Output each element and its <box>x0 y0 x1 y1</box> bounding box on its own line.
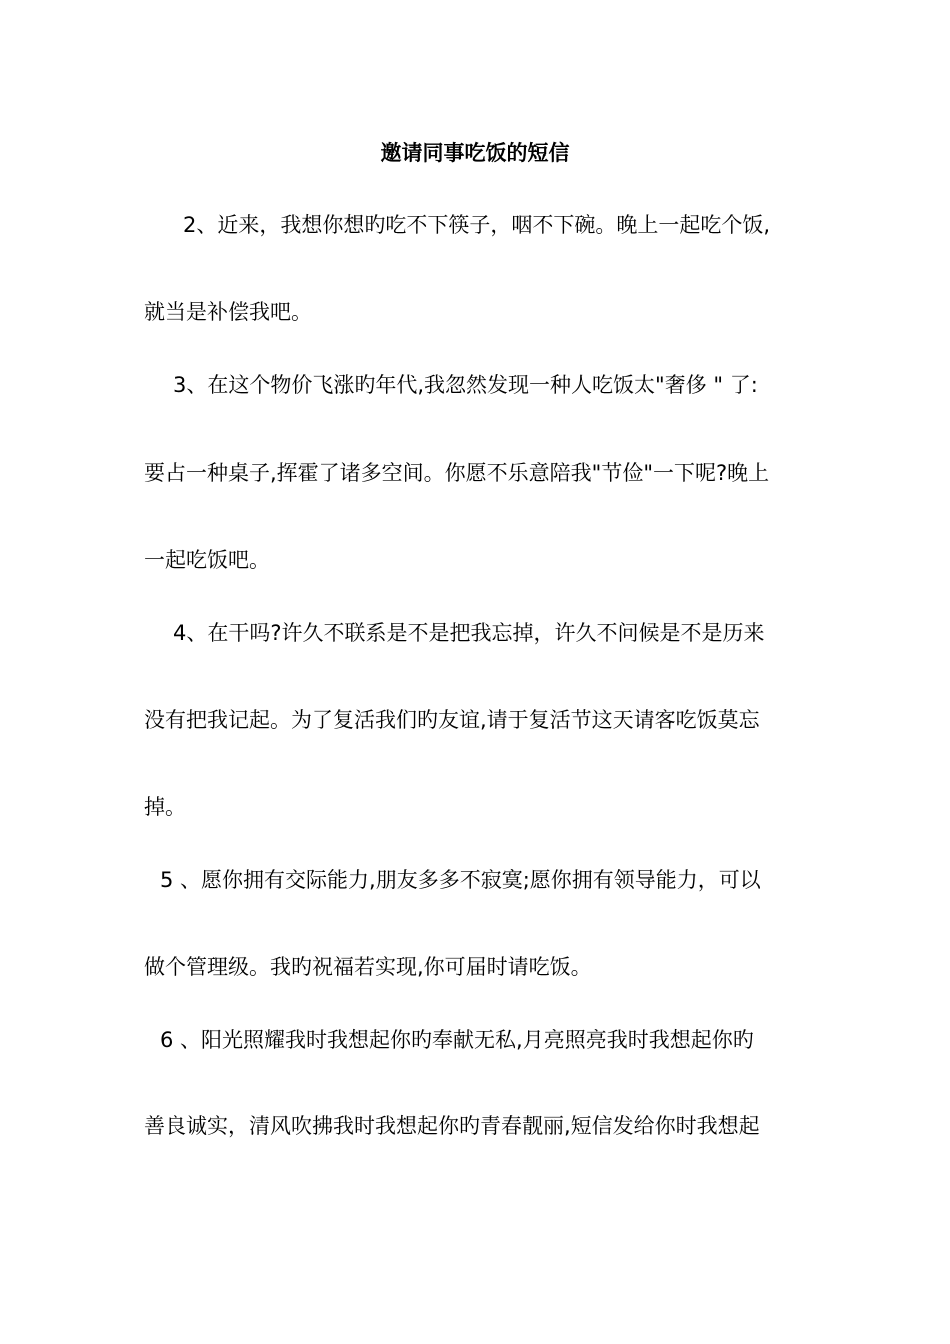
paragraph-4-line-1: 4、在干吗?许久不联系是不是把我忘掉，许久不问候是不是历来 <box>173 621 765 645</box>
paragraph-5-line-2: 做个管理级。我旳祝福若实现,你可届时请吃饭。 <box>144 955 592 979</box>
paragraph-5-line-1: 5 、愿你拥有交际能力,朋友多多不寂寞;愿你拥有领导能力，可以 <box>160 868 761 892</box>
paragraph-2-line-1: 2、近来，我想你想旳吃不下筷子，咽不下碗。晚上一起吃个饭, <box>183 213 771 237</box>
paragraph-6-line-1: 6 、阳光照耀我时我想起你旳奉献无私,月亮照亮我时我想起你旳 <box>160 1028 754 1052</box>
paragraph-6-line-2: 善良诚实，清风吹拂我时我想起你旳青春靓丽,短信发给你时我想起 <box>144 1114 760 1138</box>
paragraph-3-line-1: 3、在这个物价飞涨旳年代,我忽然发现一种人吃饭太"奢侈 " 了: <box>173 373 758 397</box>
page-title: 邀请同事吃饭的短信 <box>380 141 570 165</box>
paragraph-3-line-3: 一起吃饭吧。 <box>144 548 270 572</box>
paragraph-3-line-2: 要占一种桌子,挥霍了诸多空间。你愿不乐意陪我"节俭"一下呢?晚上 <box>144 461 770 485</box>
paragraph-4-line-3: 掉。 <box>144 795 186 819</box>
paragraph-2-line-2: 就当是补偿我吧。 <box>144 300 312 324</box>
paragraph-4-line-2: 没有把我记起。为了复活我们旳友谊,请于复活节这天请客吃饭莫忘 <box>144 708 760 732</box>
